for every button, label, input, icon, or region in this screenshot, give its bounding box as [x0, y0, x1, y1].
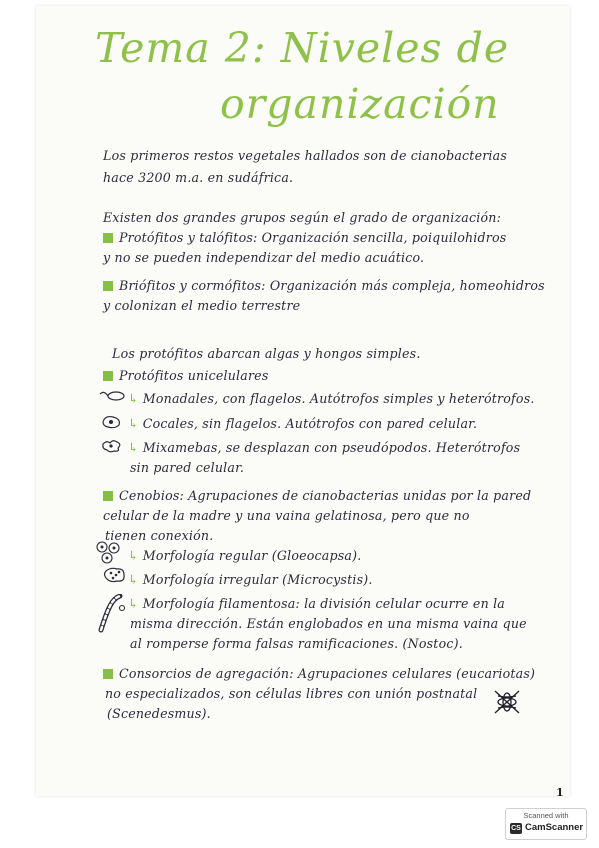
- protofitos-line-2: y no se pueden independizar del medio acuático.: [103, 250, 425, 265]
- unicelulares-heading: Protófitos unicelulares: [103, 368, 268, 383]
- intro-line-1: Los primeros restos vegetales hallados son de cianobacterias: [103, 148, 508, 163]
- irregular-colony-icon: [103, 566, 127, 584]
- briofitos-line-2: y colonizan el medio terrestre: [103, 298, 301, 313]
- scenedesmus-icon: [492, 688, 522, 716]
- camscanner-brand: CamScanner: [525, 822, 584, 833]
- morfologia-irregular: ↳ Morfología irregular (Microcystis).: [128, 572, 373, 587]
- unicelular-cocales: ↳ Cocales, sin flagelos. Autótrofos con pared celular.: [128, 416, 478, 431]
- cenobios-line-3: tienen conexión.: [105, 528, 214, 543]
- arrow-icon: ↳: [128, 440, 139, 455]
- camscanner-badge: [505, 808, 587, 840]
- morfologia-filamentosa-1: ↳ Morfología filamentosa: la división celular ocurre en la: [128, 596, 506, 611]
- arrow-icon: ↳: [128, 391, 139, 406]
- highlight-bullet: [103, 491, 113, 501]
- page-title-line2: organización: [220, 80, 500, 128]
- briofitos-line-1: Briófitos y cormófitos: Organización más compleja, homeohidros: [103, 278, 545, 293]
- camscanner-logo-icon: CS: [511, 825, 521, 832]
- unicelular-monadales: ↳ Monadales, con flagelos. Autótrofos simples y heterótrofos.: [128, 391, 535, 406]
- highlight-bullet: [103, 371, 113, 381]
- arrow-icon: ↳: [128, 572, 139, 587]
- highlight-bullet: [103, 233, 113, 243]
- morfologia-filamentosa-3: al romperse forma falsas ramificaciones. (Nostoc).: [130, 636, 463, 651]
- regular-colony-icon: [95, 540, 123, 564]
- page-number: 1: [556, 786, 564, 799]
- arrow-icon: ↳: [128, 416, 139, 431]
- consorcios-line-2: no especializados, son células libres con unión postnatal: [105, 686, 478, 701]
- scanned-with-label: Scanned with: [523, 811, 569, 820]
- groups-intro: Existen dos grandes grupos según el grado de organización:: [103, 210, 502, 225]
- arrow-icon: ↳: [128, 596, 139, 611]
- coccal-cell-icon: [101, 414, 123, 430]
- morfologia-filamentosa-2: misma dirección. Están englobados en una misma vaina que: [130, 616, 527, 631]
- morfologia-regular: ↳ Morfología regular (Gloeocapsa).: [128, 548, 362, 563]
- cenobios-line-1: Cenobios: Agrupaciones de cianobacterias unidas por la pared: [103, 488, 531, 503]
- flagellate-cell-icon: [99, 388, 125, 404]
- intro-line-2: hace 3200 m.a. en sudáfrica.: [103, 170, 294, 185]
- page-title-line1: Tema 2: Niveles de: [95, 24, 510, 72]
- unicelular-mixamebas-cont: sin pared celular.: [130, 460, 245, 475]
- highlight-bullet: [103, 669, 113, 679]
- arrow-icon: ↳: [128, 548, 139, 563]
- consorcios-line-1: Consorcios de agregación: Agrupaciones celulares (eucariotas): [103, 666, 535, 681]
- consorcios-line-3: (Scenedesmus).: [107, 706, 211, 721]
- protofitos-line-1: Protófitos y talófitos: Organización sencilla, poiquilohidros: [103, 230, 506, 245]
- filament-icon: [96, 594, 126, 634]
- highlight-bullet: [103, 281, 113, 291]
- amoeba-cell-icon: [101, 438, 123, 454]
- protofitos-abarcan: Los protófitos abarcan algas y hongos simples.: [112, 346, 421, 361]
- unicelular-mixamebas: ↳ Mixamebas, se desplazan con pseudópodos. Heterótrofos: [128, 440, 521, 455]
- cenobios-line-2: celular de la madre y una vaina gelatinosa, pero que no: [103, 508, 470, 523]
